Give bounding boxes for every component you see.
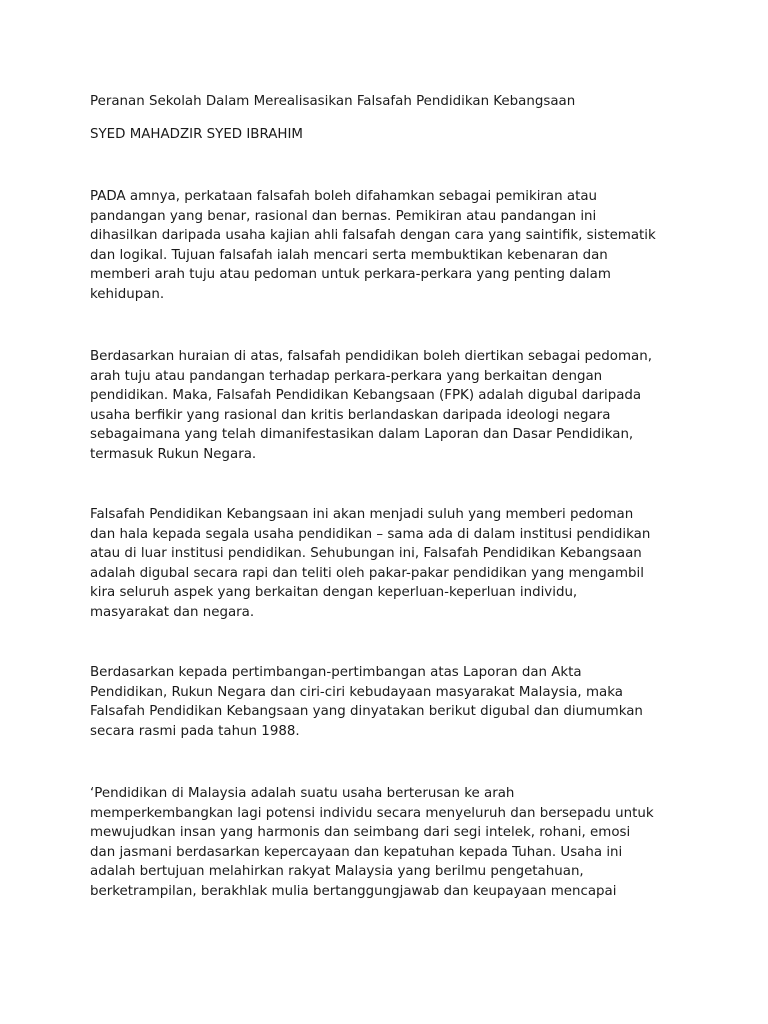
- paragraph-3: [90, 505, 690, 623]
- paragraph-line: masyarakat dan negara.: [90, 604, 255, 620]
- paragraph-4: [90, 663, 690, 741]
- paragraph-line: Pendidikan, Rukun Negara dan ciri-ciri kebudayaan masyarakat Malaysia, maka: [90, 684, 623, 700]
- paragraph-line: PADA amnya, perkataan falsafah boleh difahamkan sebagai pemikiran atau: [90, 189, 598, 204]
- paragraph-1: [90, 187, 690, 305]
- author-name: SYED MAHADZIR SYED IBRAHIM: [90, 127, 303, 142]
- paragraph-line: memberi arah tuju atau pedoman untuk perkara-perkara yang penting dalam: [90, 267, 611, 283]
- paragraph-line: Berdasarkan huraian di atas, falsafah pendidikan boleh diertikan sebagai pedoman,: [90, 349, 652, 364]
- paragraph-line: kehidupan.: [90, 286, 165, 302]
- paragraph-line: mewujudkan insan yang harmonis dan seimbang dari segi intelek, rohani, emosi: [90, 825, 631, 841]
- paragraph-line: Falsafah Pendidikan Kebangsaan ini akan menjadi suluh yang memberi pedoman: [90, 507, 634, 522]
- paragraph-line: termasuk Rukun Negara.: [90, 446, 257, 462]
- paragraph-line: ‘Pendidikan di Malaysia adalah suatu usaha berterusan ke arah: [90, 786, 515, 801]
- paragraph-line: adalah digubal secara rapi dan teliti oleh pakar-pakar pendidikan yang mengambil: [90, 565, 644, 581]
- paragraph-line: arah tuju atau pandangan terhadap perkara-perkara yang berkaitan dengan: [90, 368, 603, 384]
- paragraph-line: Falsafah Pendidikan Kebangsaan yang dinyatakan berikut digubal dan diumumkan: [90, 704, 643, 720]
- paragraph-line: Berdasarkan kepada pertimbangan-pertimbangan atas Laporan dan Akta: [90, 665, 582, 680]
- paragraph-line: dan jasmani berdasarkan kepercayaan dan kepatuhan kepada Tuhan. Usaha ini: [90, 844, 623, 860]
- paragraph-line: adalah bertujuan melahirkan rakyat Malaysia yang berilmu pengetahuan,: [90, 864, 584, 880]
- paragraph-line: sebagaimana yang telah dimanifestasikan dalam Laporan dan Dasar Pendidikan,: [90, 427, 634, 443]
- paragraph-line: dihasilkan daripada usaha kajian ahli falsafah dengan cara yang saintifik, sistematik: [90, 228, 656, 244]
- paragraph-line: memperkembangkan lagi potensi individu secara menyeluruh dan bersepadu untuk: [90, 805, 654, 821]
- paragraph-line: dan logikal. Tujuan falsafah ialah mencari serta membuktikan kebenaran dan: [90, 247, 608, 263]
- paragraph-line: dan hala kepada segala usaha pendidikan – sama ada di dalam institusi pendidikan: [90, 526, 651, 542]
- document-title: Peranan Sekolah Dalam Merealisasikan Falsafah Pendidikan Kebangsaan: [90, 94, 576, 109]
- paragraph-line: secara rasmi pada tahun 1988.: [90, 723, 300, 739]
- paragraph-line: berketrampilan, berakhlak mulia bertanggungjawab dan keupayaan mencapai: [90, 883, 617, 899]
- paragraph-line: atau di luar institusi pendidikan. Sehubungan ini, Falsafah Pendidikan Kebangsaan: [90, 546, 642, 562]
- paragraph-line: kira seluruh aspek yang berkaitan dengan keperluan-keperluan individu,: [90, 585, 578, 601]
- paragraph-5-quote: [90, 784, 690, 902]
- paragraph-line: pendidikan. Maka, Falsafah Pendidikan Kebangsaan (FPK) adalah digubal daripada: [90, 388, 642, 404]
- paragraph-line: usaha berfikir yang rasional dan kritis berlandaskan daripada ideologi negara: [90, 407, 611, 423]
- paragraph-line: pandangan yang benar, rasional dan bernas. Pemikiran atau pandangan ini: [90, 208, 597, 224]
- paragraph-2: [90, 347, 690, 465]
